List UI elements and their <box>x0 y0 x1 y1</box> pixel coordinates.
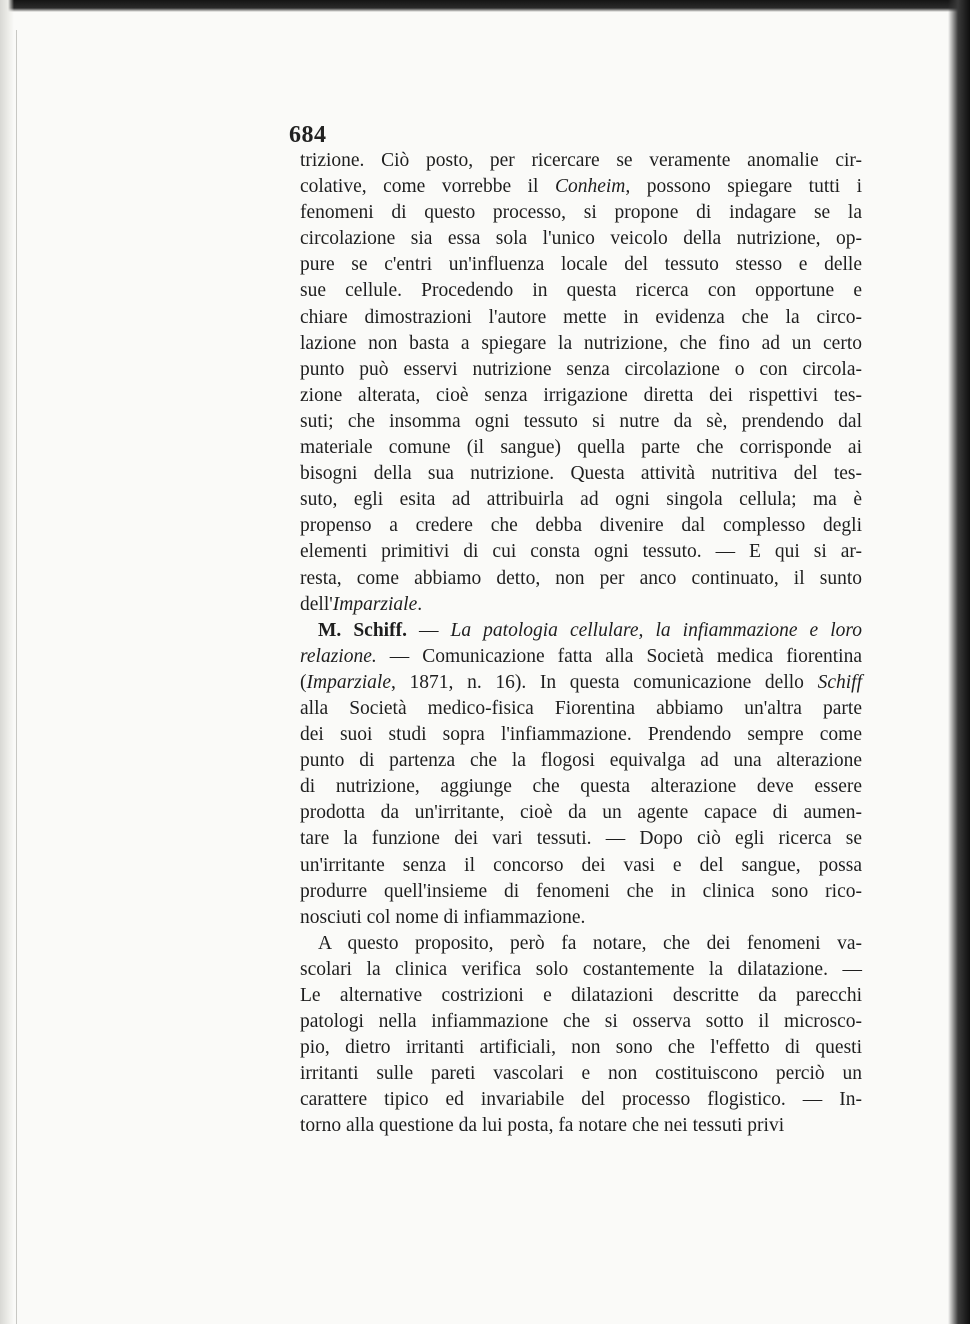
text-run: carattere tipico ed invariabile del processo flogistico. — In- <box>300 1089 862 1111</box>
text-line <box>300 853 862 879</box>
scan-edge-left <box>0 0 14 1324</box>
text-run: Imparziale <box>332 593 418 615</box>
text-line <box>300 696 862 722</box>
text-run: alla Società medico-fisica Fiorentina abbiamo un'altra parte <box>300 697 862 719</box>
text-run: Imparziale <box>306 671 391 693</box>
text-line <box>300 905 862 931</box>
text-line <box>300 774 862 800</box>
text-line <box>300 435 862 461</box>
text-run: circolazione sia essa sola l'unico veicolo della nutrizione, op- <box>300 228 862 250</box>
text-run: materiale comune (il sangue) quella parte che corrisponde ai <box>300 437 862 459</box>
text-run: produrre quell'insieme di fenomeni che in clinica sono rico- <box>300 880 862 902</box>
text-run: La patologia cellulare, la infiammazione e loro <box>450 619 863 641</box>
text-line <box>300 148 862 174</box>
text-line <box>300 409 862 435</box>
text-line <box>300 278 862 304</box>
text-run: M. Schiff. <box>318 619 407 641</box>
text-run: torno alla questione da lui posta, fa notare che nei tessuti privi <box>300 1115 785 1137</box>
scan-edge-top <box>0 0 970 12</box>
text-line <box>300 826 862 852</box>
text-run: zione alterata, cioè senza irrigazione diretta dei rispettivi tes- <box>300 384 862 406</box>
text-line <box>300 748 862 774</box>
text-line <box>300 879 862 905</box>
text-line <box>300 1113 862 1139</box>
text-line <box>300 487 862 513</box>
text-run: di nutrizione, aggiunge che questa alterazione deve essere <box>300 776 862 798</box>
text-line <box>300 539 862 565</box>
text-line <box>300 800 862 826</box>
text-run: prodotta da un'irritante, cioè da un agente capace di aumen- <box>300 802 862 824</box>
text-run: un'irritante senza il concorso dei vasi e del sangue, possa <box>300 854 862 876</box>
text-line <box>300 357 862 383</box>
page-number: 684 <box>289 122 327 148</box>
text-run: tare la funzione dei vari tessuti. — Dopo ciò egli ricerca se <box>300 828 862 850</box>
text-run: propenso a credere che debba divenire dal complesso degli <box>300 515 862 537</box>
text-run: resta, come abbiamo detto, non per anco continuato, il sunto <box>300 567 862 589</box>
scan-edge-right <box>948 0 970 1324</box>
text-run: , 1871, n. 16). In questa comunicazione dello <box>391 671 818 693</box>
text-run: lazione non basta a spiegare la nutrizione, che fino ad un certo <box>300 332 862 354</box>
text-run: sue cellule. Procedendo in questa ricerca con opportune e <box>300 280 862 302</box>
text-run: punto può esservi nutrizione senza circolazione o con circola- <box>300 358 862 380</box>
text-line <box>300 305 862 331</box>
text-run: punto di partenza che la flogosi equivalga ad una alterazione <box>300 750 862 772</box>
text-run: elementi primitivi di cui consta ogni tessuto. — E qui si ar- <box>300 541 862 563</box>
text-line <box>300 461 862 487</box>
text-run: pio, dietro irritanti artificiali, non sono che l'effetto di questi <box>300 1037 862 1059</box>
text-run: pure se c'entri un'influenza locale del tessuto stesso e delle <box>300 254 862 276</box>
text-line <box>300 331 862 357</box>
text-run: chiare dimostrazioni l'autore mette in evidenza che la circo- <box>300 306 862 328</box>
text-run: trizione. Ciò posto, per ricercare se veramente anomalie cir- <box>300 150 862 171</box>
text-run: Conheim, <box>554 176 631 198</box>
text-line <box>300 1087 862 1113</box>
text-run: patologi nella infiammazione che si osserva sotto il microsco- <box>300 1011 862 1033</box>
text-run: colative, come vorrebbe il <box>300 176 555 198</box>
text-line <box>300 722 862 748</box>
text-run: irritanti sulle pareti vascolari e non costituiscono perciò un <box>300 1063 862 1085</box>
text-run: Le alternative costrizioni e dilatazioni descritte da parecchi <box>300 985 862 1006</box>
text-line <box>300 670 862 696</box>
scan-edge-left-line <box>16 30 17 1324</box>
text-run: relazione. <box>300 645 377 667</box>
text-line <box>300 513 862 539</box>
text-line <box>300 1035 862 1061</box>
text-line <box>300 644 862 670</box>
text-run: possono spiegare tutti i <box>630 176 862 198</box>
text-line <box>300 566 862 592</box>
text-line <box>300 957 862 983</box>
text-line <box>300 592 862 618</box>
text-run: — Comunicazione fatta alla Società medica fiorentina <box>376 645 862 667</box>
text-run: . <box>417 593 423 615</box>
text-run: — <box>406 619 451 641</box>
text-run: Schiff <box>817 671 862 693</box>
text-run: scolari la clinica verifica solo costantemente la dilatazione. — <box>300 958 862 980</box>
text-run: nosciuti col nome di infiammazione. <box>300 906 586 928</box>
text-line <box>300 1009 862 1035</box>
text-run: ( <box>300 671 307 693</box>
text-run: A questo proposito, però fa notare, che dei fenomeni va- <box>318 932 862 954</box>
text-line <box>300 226 862 252</box>
text-line <box>300 1061 862 1087</box>
text-line <box>300 983 862 1009</box>
text-line <box>300 931 862 957</box>
text-run: bisogni della sua nutrizione. Questa attività nutritiva del tes- <box>300 463 862 485</box>
body-text <box>300 148 862 1140</box>
text-run: suto, egli esita ad attribuirla ad ogni singola cellula; ma è <box>300 489 862 511</box>
text-run: dell' <box>300 593 333 615</box>
text-line <box>300 383 862 409</box>
text-line <box>300 174 862 200</box>
text-run: suti; che insomma ogni tessuto si nutre da sè, prendendo dal <box>300 410 862 432</box>
text-line <box>300 200 862 226</box>
text-run: dei suoi studi sopra l'infiammazione. Prendendo sempre come <box>300 724 862 746</box>
text-line <box>300 618 862 644</box>
text-line <box>300 252 862 278</box>
text-run: fenomeni di questo processo, si propone di indagare se la <box>300 202 862 224</box>
